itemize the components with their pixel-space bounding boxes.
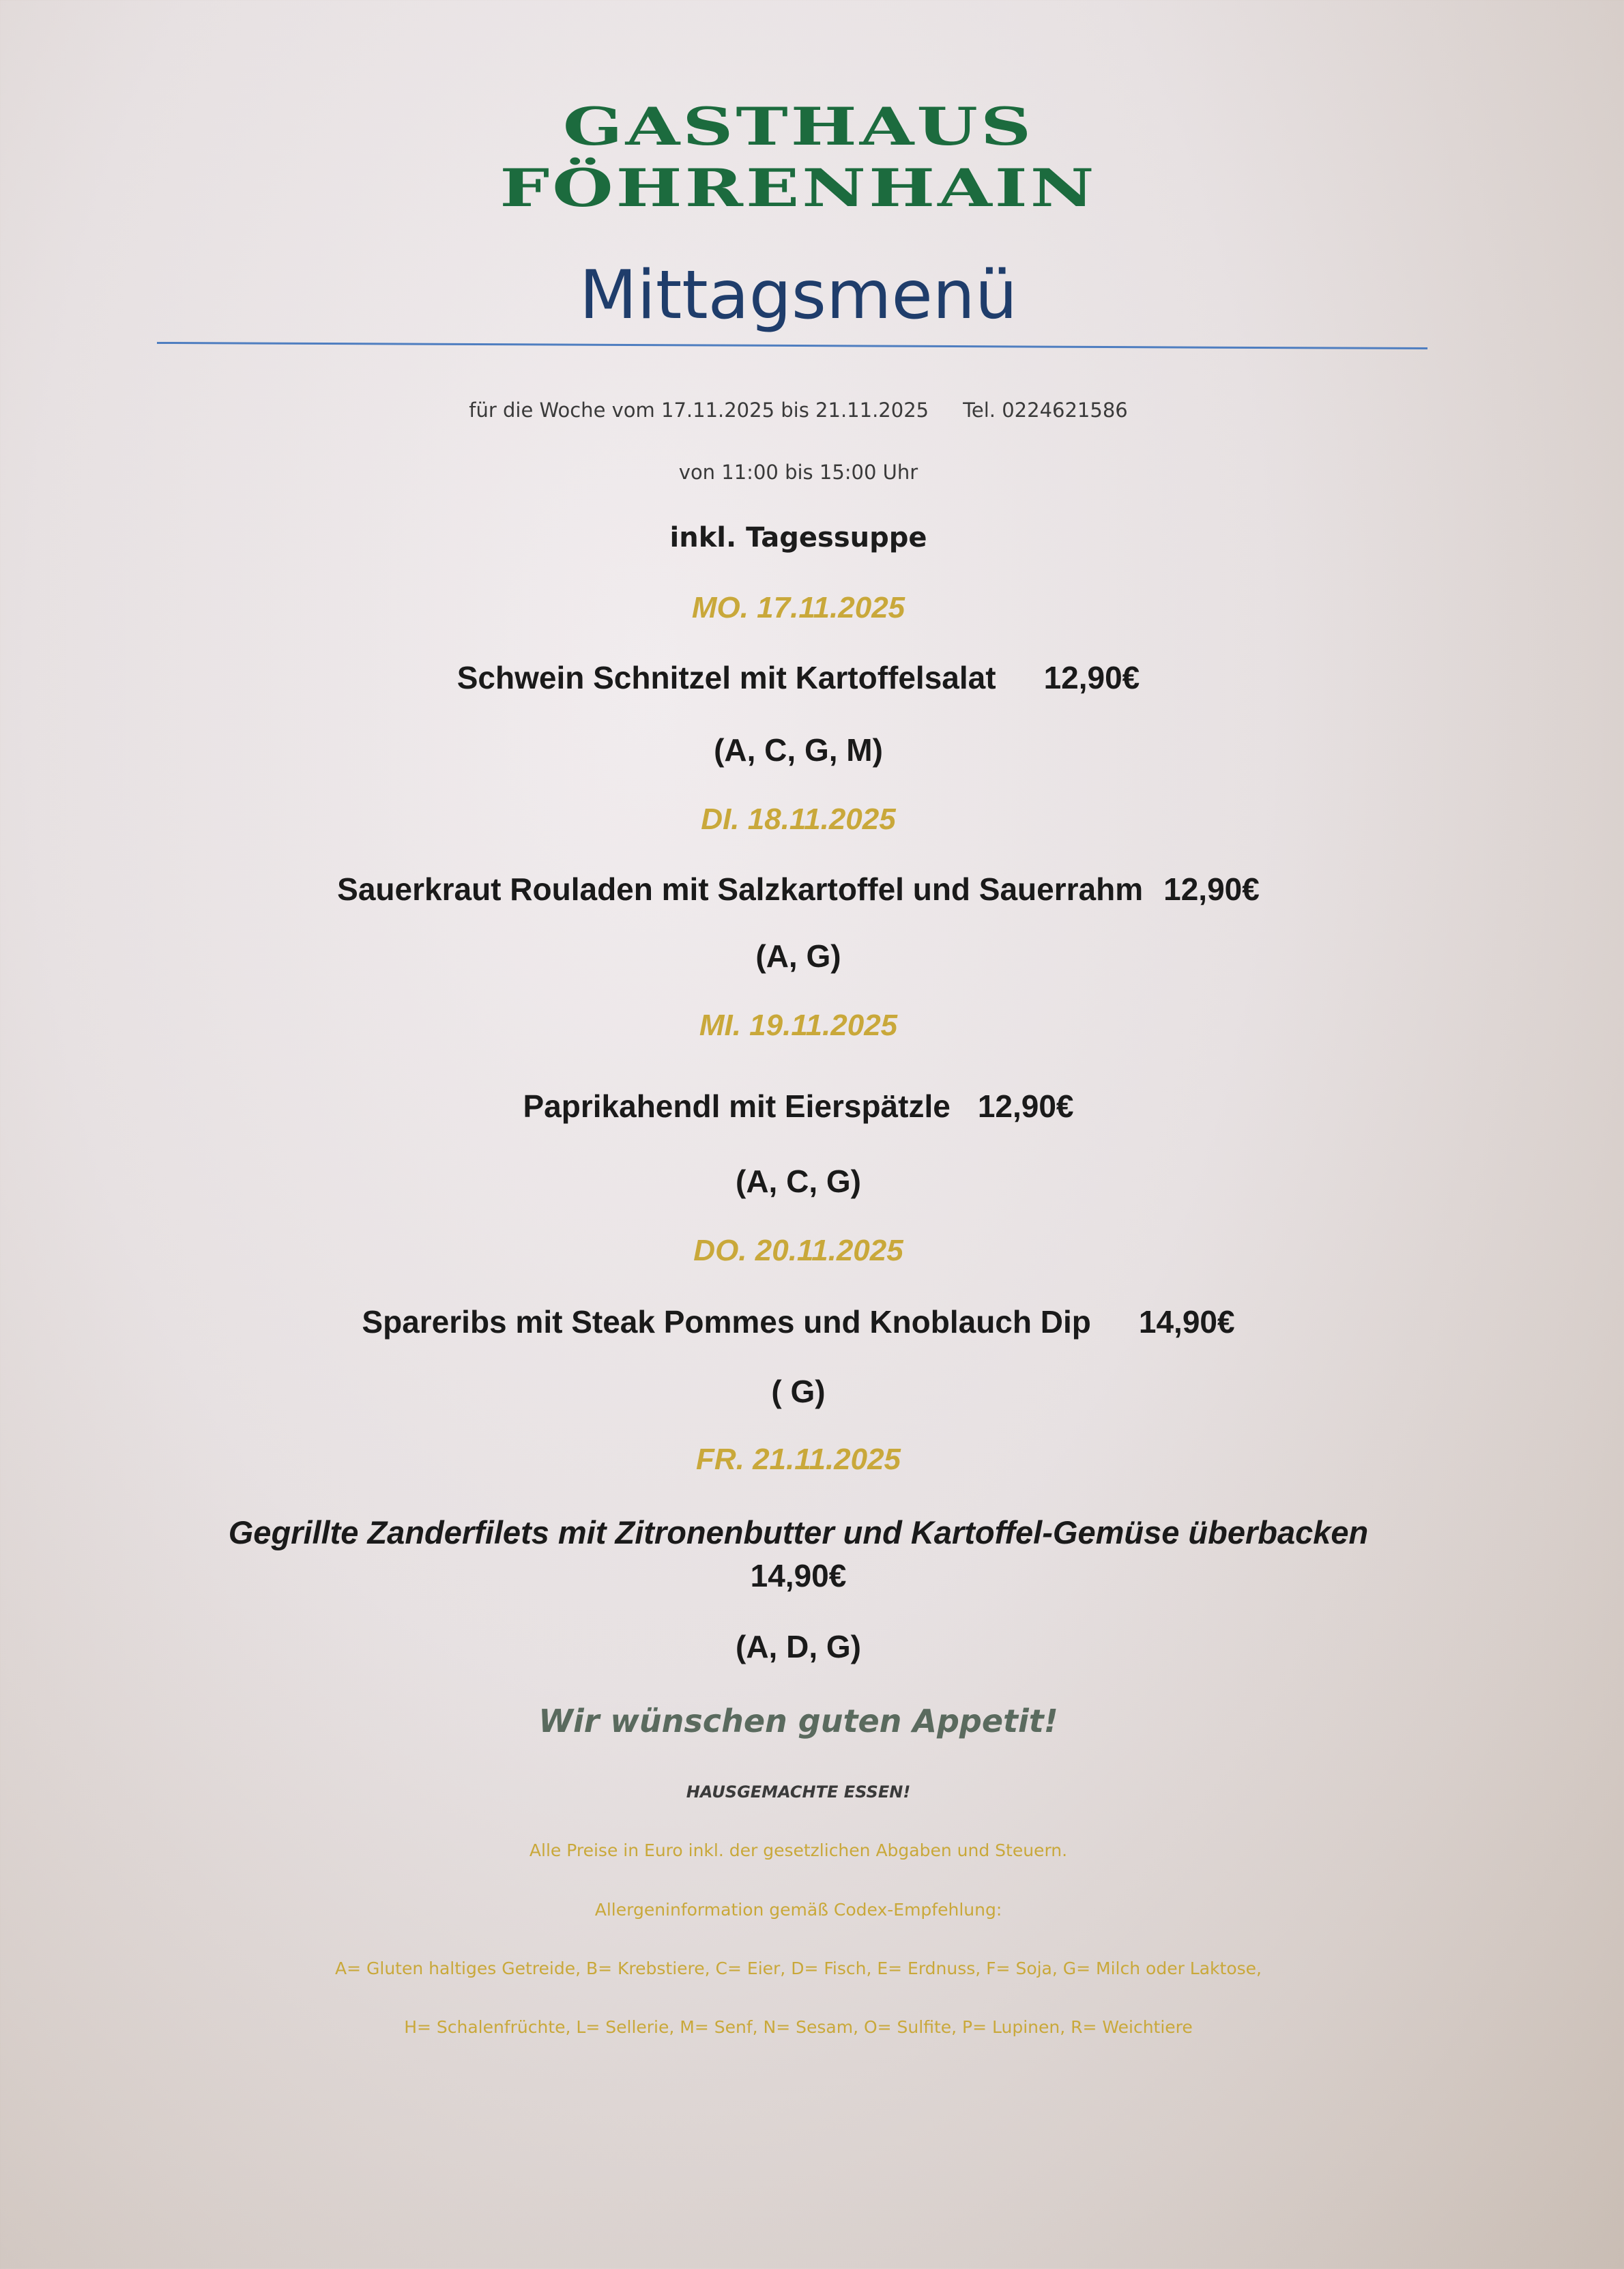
dish-price: 12,90€ <box>1043 660 1140 695</box>
allergens-tuesday: (A, G) <box>755 938 841 974</box>
dish-tuesday <box>136 871 1460 908</box>
day-heading-friday: FR. 21.11.2025 <box>695 1443 901 1476</box>
allergen-heading: Allergeninformation gemäß Codex-Empfehlung: <box>594 1900 1002 1920</box>
allergens-monday: (A, C, G, M) <box>714 732 883 768</box>
day-heading-monday: MO. 17.11.2025 <box>691 591 905 624</box>
dish-monday <box>136 659 1460 696</box>
phone-number: Tel. 0224621586 <box>963 399 1128 422</box>
prices-note: Alle Preise in Euro inkl. der gesetzlichen Abgaben und Steuern. <box>529 1840 1068 1860</box>
week-info <box>136 399 1460 422</box>
dish-thursday <box>136 1303 1460 1340</box>
week-range: für die Woche vom 17.11.2025 bis 21.11.2025 <box>469 399 929 422</box>
day-heading-wednesday: MI. 19.11.2025 <box>699 1009 898 1042</box>
dish-name: Sauerkraut Rouladen mit Salzkartoffel und Sauerrahm <box>337 871 1144 907</box>
dish-price: 12,90€ <box>977 1088 1074 1124</box>
dish-friday-price: 14,90€ <box>750 1558 847 1593</box>
allergen-legend-line-2: H= Schalenfrüchte, L= Sellerie, M= Senf, N= Sesam, O= Sulfite, P= Lupinen, R= Weichtiere <box>404 2017 1193 2037</box>
page-title: Mittagsmenü <box>579 257 1017 334</box>
dish-price: 12,90€ <box>1163 871 1260 907</box>
allergen-legend-line-1: A= Gluten haltiges Getreide, B= Krebstiere, C= Eier, D= Fisch, E= Erdnuss, F= Soja, G= Milch oder Laktose, <box>335 1959 1262 1978</box>
dish-name: Paprikahendl mit Eierspätzle <box>523 1088 951 1124</box>
dish-name: Spareribs mit Steak Pommes und Knoblauch Dip <box>362 1304 1091 1340</box>
allergens-thursday: ( G) <box>771 1374 826 1409</box>
day-heading-tuesday: DI. 18.11.2025 <box>701 803 896 836</box>
restaurant-name-line-2: FÖHRENHAIN <box>499 158 1097 218</box>
homemade-note: HAUSGEMACHTE ESSEN! <box>686 1782 911 1802</box>
dish-wednesday <box>136 1088 1460 1125</box>
dish-name: Schwein Schnitzel mit Kartoffelsalat <box>456 660 996 695</box>
opening-hours: von 11:00 bis 15:00 Uhr <box>678 461 918 484</box>
soup-note: inkl. Tagessuppe <box>669 522 927 553</box>
allergens-friday: (A, D, G) <box>736 1629 861 1664</box>
dish-price: 14,90€ <box>1138 1304 1235 1340</box>
day-heading-thursday: DO. 20.11.2025 <box>693 1234 903 1267</box>
title-divider <box>157 342 1427 349</box>
restaurant-name-line-1: GASTHAUS <box>562 96 1034 157</box>
closing-greeting: Wir wünschen guten Appetit! <box>538 1703 1058 1739</box>
allergens-wednesday: (A, C, G) <box>736 1164 861 1199</box>
dish-friday-name: Gegrillte Zanderfilets mit Zitronenbutter und Kartoffel-Gemüse überbacken <box>228 1514 1369 1550</box>
